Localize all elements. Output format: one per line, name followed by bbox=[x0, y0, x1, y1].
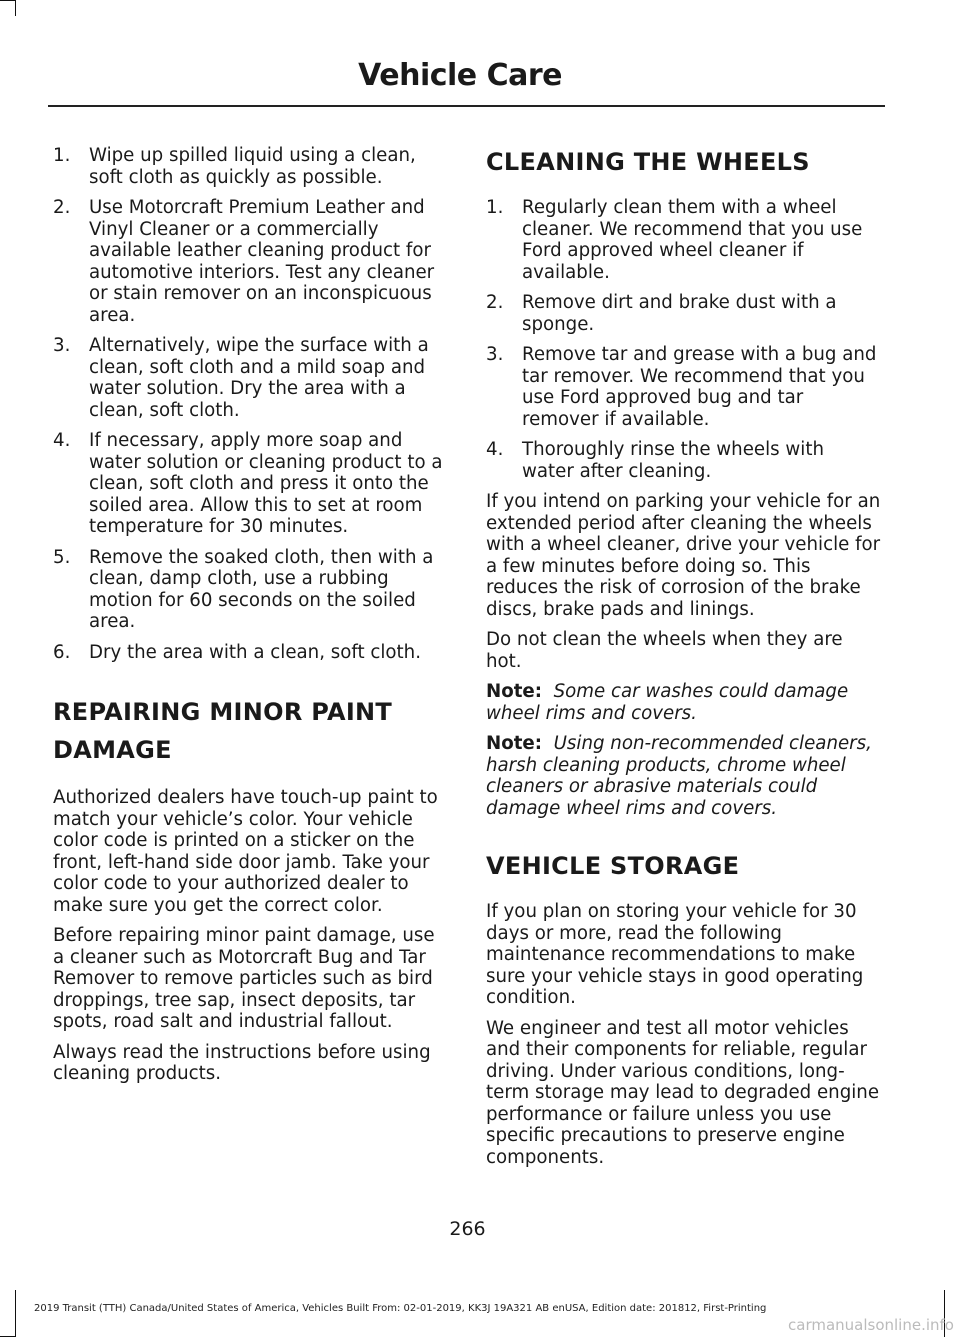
list-item: 4. If necessary, apply more soap and water solution or cleaning product to a clean, soft cloth and press it onto the soiled area. Allow this to set at room temperature for 30 minutes. bbox=[53, 430, 443, 537]
footer-edition-info: 2019 Transit (TTH) Canada/United States of America, Vehicles Built From: 02-01-2019, KK3J 19A321 AB enUSA, Edition date: 201812, First-Printing bbox=[34, 1303, 767, 1314]
paragraph: If you plan on storing your vehicle for 30 days or more, read the following maintenance recommendations to make sure your vehicle stays in good operating condition. bbox=[486, 901, 864, 1008]
crop-mark bbox=[15, 0, 16, 16]
note: Note: Using non-recommended cleaners, harsh cleaning products, chrome wheel cleaners or abrasive materials could damage wheel rims and covers. bbox=[486, 733, 872, 819]
paragraph: Do not clean the wheels when they are hot. bbox=[486, 629, 843, 672]
section-heading-paint: REPAIRING MINOR PAINT DAMAGE bbox=[53, 698, 393, 764]
list-item: 5. Remove the soaked cloth, then with a clean, damp cloth, use a rubbing motion for 60 seconds on the soiled area. bbox=[53, 546, 434, 632]
list-item: 6. Dry the area with a clean, soft cloth. bbox=[53, 641, 421, 663]
watermark: carmanualsonline.info bbox=[788, 1316, 954, 1334]
note: Note: Some car washes could damage wheel rims and covers. bbox=[486, 681, 849, 724]
list-item: 1. Regularly clean them with a wheel cleaner. We recommend that you use Ford approved wheel cleaner if available. bbox=[486, 197, 863, 283]
crop-mark bbox=[0, 0, 16, 1]
page-number: 266 bbox=[449, 1218, 486, 1240]
list-item: 2. Remove dirt and brake dust with a sponge. bbox=[486, 292, 837, 335]
left-column bbox=[53, 145, 448, 1094]
paragraph: Always read the instructions before using cleaning products. bbox=[53, 1041, 431, 1084]
right-column bbox=[486, 145, 881, 1177]
list-item: 2. Use Motorcraft Premium Leather and Vinyl Cleaner or a commercially available leather cleaning product for automotive interiors. Test any cleaner or stain remover on an inconspicuous area. bbox=[53, 197, 435, 326]
wheel-cleaning-steps bbox=[486, 197, 881, 482]
crop-mark bbox=[15, 1290, 16, 1337]
list-item: 1. Wipe up spilled liquid using a clean, soft cloth as quickly as possible. bbox=[53, 145, 416, 188]
leather-cleaning-steps bbox=[53, 145, 448, 663]
paragraph: Before repairing minor paint damage, use a cleaner such as Motorcraft Bug and Tar Remover to remove particles such as bird droppings, tree sap, insect deposits, tar spots, road salt and industrial fallout. bbox=[53, 925, 435, 1032]
section-heading-wheels: CLEANING THE WHEELS bbox=[486, 148, 810, 176]
header-divider bbox=[48, 105, 885, 107]
paragraph: We engineer and test all motor vehicles and their components for reliable, regular driving. Under various conditions, long-term storage may lead to degraded engine performance or failure unless you use specific precautions to preserve engine components. bbox=[486, 1017, 880, 1168]
paragraph: If you intend on parking your vehicle for an extended period after cleaning the wheels with a wheel cleaner, drive your vehicle for a few minutes before doing so. This reduces the risk of corrosion of the brake discs, brake pads and linings. bbox=[486, 491, 881, 620]
paragraph: Authorized dealers have touch-up paint to match your vehicle’s color. Your vehicle color code is printed on a sticker on the front, left-hand side door jamb. Take your color code to your authorized dealer to make sure you get the correct color. bbox=[53, 787, 438, 916]
list-item: 4. Thoroughly rinse the wheels with water after cleaning. bbox=[486, 439, 824, 482]
page-title: Vehicle Care bbox=[358, 58, 562, 93]
list-item: 3. Alternatively, wipe the surface with a clean, soft cloth and a mild soap and water solution. Dry the area with a clean, soft cloth. bbox=[53, 335, 429, 421]
section-heading-storage: VEHICLE STORAGE bbox=[486, 852, 740, 880]
list-item: 3. Remove tar and grease with a bug and tar remover. We recommend that you use Ford approved bug and tar remover if available. bbox=[486, 344, 877, 430]
